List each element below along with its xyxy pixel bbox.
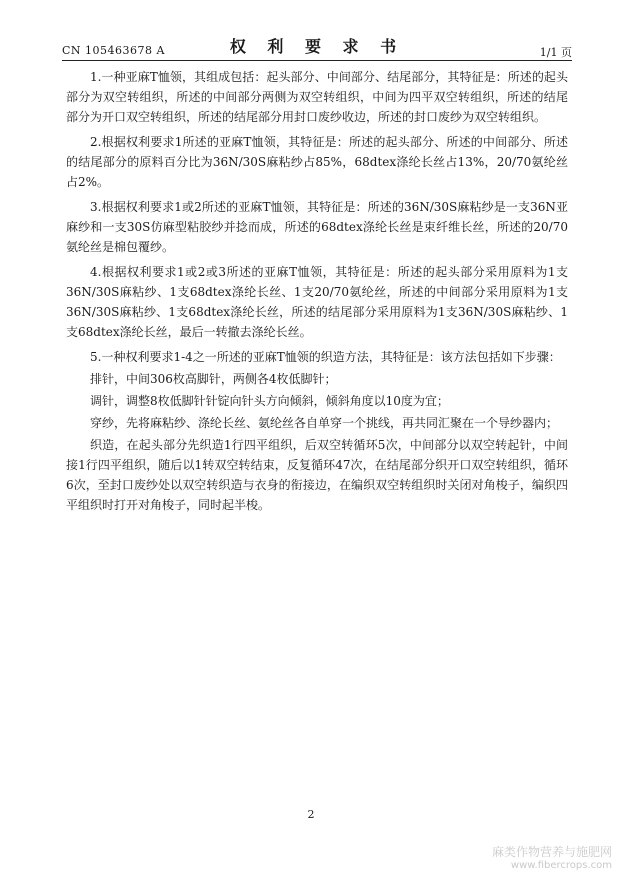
claims-body	[66, 67, 568, 517]
claim-4: 4.根据权利要求1或2或3所述的亚麻T恤领，其特征是：所述的起头部分采用原料为1支36N/30S麻粘纱、1支68dtex涤纶长丝、1支20/70氨纶丝，所述的中间部分采用原料为1支36N/30S麻粘纱、1支68dtex涤纶长丝，所述的结尾部分采用原料为1支36N/30S麻粘纱、1支68dtex涤纶长丝，最后一转撤去涤纶长丝。	[66, 265, 568, 339]
watermark	[492, 843, 612, 871]
watermark-text: 麻类作物营养与施肥网	[491, 845, 612, 859]
step-yarn-threading: 穿纱，先将麻粘纱、涤纶长丝、氨纶丝各自单穿一个挑线，再共同汇聚在一个导纱器内；	[90, 416, 559, 430]
claim-3: 3.根据权利要求1或2所述的亚麻T恤领，其特征是：所述的36N/30S麻粘纱是一支36N亚麻纱和一支30S仿麻型粘胶纱并捻而成，所述的68dtex涤纶长丝是束纤维长丝，所述的20/70氨纶丝是棉包覆纱。	[66, 200, 568, 254]
watermark-url: www.fibercrops.com	[510, 860, 612, 871]
step-weaving: 织造，在起头部分先织造1行四平组织，后双空转循环5次，中间部分以双空转起针，中间接1行四平组织，随后以1转双空转结束，反复循环47次，在结尾部分织开口双空转组织，循环6次，至封口废纱处以双空转织造与衣身的衔接边，在编织双空转组织时关闭对角梭子，编织四平组织时打开对角梭子，同时起半梭。	[66, 438, 568, 512]
claim-2: 2.根据权利要求1所述的亚麻T恤领，其特征是：所述的起头部分、所述的中间部分、所述的结尾部分的原料百分比为36N/30S麻粘纱占85%，68dtex涤纶长丝占13%，20/70氨纶丝占2%。	[66, 135, 568, 189]
header-rule	[62, 60, 572, 61]
step-needle-arrangement: 排针，中间306枚高脚针，两侧各4枚低脚针；	[90, 372, 337, 386]
claim-1: 1.一种亚麻T恤领，其组成包括：起头部分、中间部分、结尾部分，其特征是：所述的起头部分为双空转组织，所述的中间部分两侧为双空转组织，中间为四平双空转组织，所述的结尾部分为开口双空转组织，所述的结尾部分用封口废纱收边，所述的封口废纱为双空转组织。	[66, 70, 568, 124]
page-info: 1/1 页	[539, 46, 572, 59]
page-number: 2	[307, 808, 315, 821]
claim-5: 5.一种权利要求1-4之一所述的亚麻T恤领的织造方法，其特征是：该方法包括如下步骤：	[90, 350, 561, 364]
page-header	[62, 30, 572, 60]
publication-number: CN 105463678 A	[62, 44, 165, 57]
step-needle-adjustment: 调针，调整8枚低脚针针锭向针头方向倾斜，倾斜角度以10度为宜；	[90, 394, 449, 408]
document-title: 权 利 要 求 书	[229, 37, 405, 56]
